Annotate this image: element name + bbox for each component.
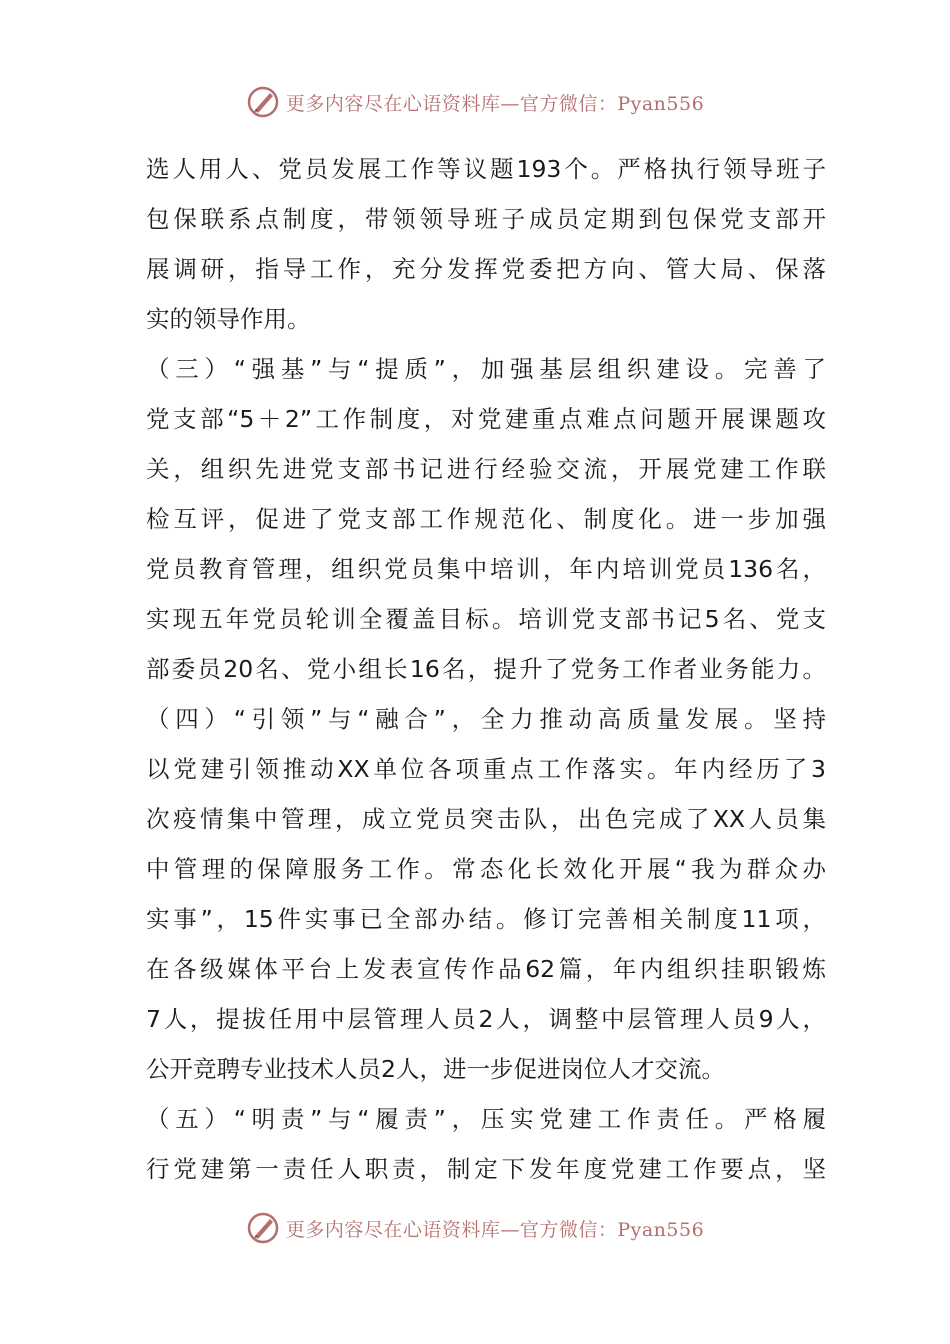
body-line: 关，组织先进党支部书记进行经验交流，开展党建工作联: [146, 455, 826, 483]
header-banner: [0, 82, 950, 122]
body-line: 7人，提拔任用中层管理人员2人，调整中层管理人员9人，: [146, 1005, 826, 1033]
section-heading-five: （五）“明责”与“履责”，压实党建工作责任。严格履: [146, 1105, 826, 1133]
body-line: 实的领导作用。: [146, 305, 311, 333]
footer-banner: [0, 1208, 950, 1248]
body-line: 党支部“5＋2”工作制度，对党建重点难点问题开展课题攻: [146, 405, 826, 433]
body-line: 实事”，15件实事已全部办结。修订完善相关制度11项，: [146, 905, 826, 933]
body-line: 选人用人、党员发展工作等议题193个。严格执行领导班子: [146, 155, 826, 183]
body-line: 次疫情集中管理，成立党员突击队，出色完成了XX人员集: [146, 805, 826, 833]
body-line: 以党建引领推动XX单位各项重点工作落实。年内经历了3: [146, 755, 826, 783]
footer-banner-text: 更多内容尽在心语资料库—官方微信：Pyan556: [285, 1218, 705, 1241]
section-heading-four: （四）“引领”与“融合”，全力推动高质量发展。坚持: [146, 705, 826, 733]
body-line: 在各级媒体平台上发表宣传作品62篇，年内组织挂职锻炼: [146, 955, 826, 983]
body-line: 公开竞聘专业技术人员2人，进一步促进岗位人才交流。: [146, 1055, 725, 1083]
header-banner-text: 更多内容尽在心语资料库—官方微信：Pyan556: [285, 92, 705, 115]
body-line: 实现五年党员轮训全覆盖目标。培训党支部书记5名、党支: [146, 605, 826, 633]
document-body: [146, 144, 826, 1194]
body-line: 包保联系点制度，带领领导班子成员定期到包保党支部开: [146, 205, 826, 233]
section-heading-three: （三）“强基”与“提质”，加强基层组织建设。完善了: [146, 355, 826, 383]
body-line: 行党建第一责任人职责，制定下发年度党建工作要点，坚: [146, 1155, 826, 1183]
pen-seal-logo-icon: [246, 1211, 280, 1245]
pen-seal-logo-icon: [246, 85, 280, 119]
body-line: 部委员20名、党小组长16名，提升了党务工作者业务能力。: [146, 655, 826, 683]
body-line: 检互评，促进了党支部工作规范化、制度化。进一步加强: [146, 505, 826, 533]
body-line: 中管理的保障服务工作。常态化长效化开展“我为群众办: [146, 855, 826, 883]
body-line: 展调研，指导工作，充分发挥党委把方向、管大局、保落: [146, 255, 826, 283]
body-line: 党员教育管理，组织党员集中培训，年内培训党员136名，: [146, 555, 826, 583]
